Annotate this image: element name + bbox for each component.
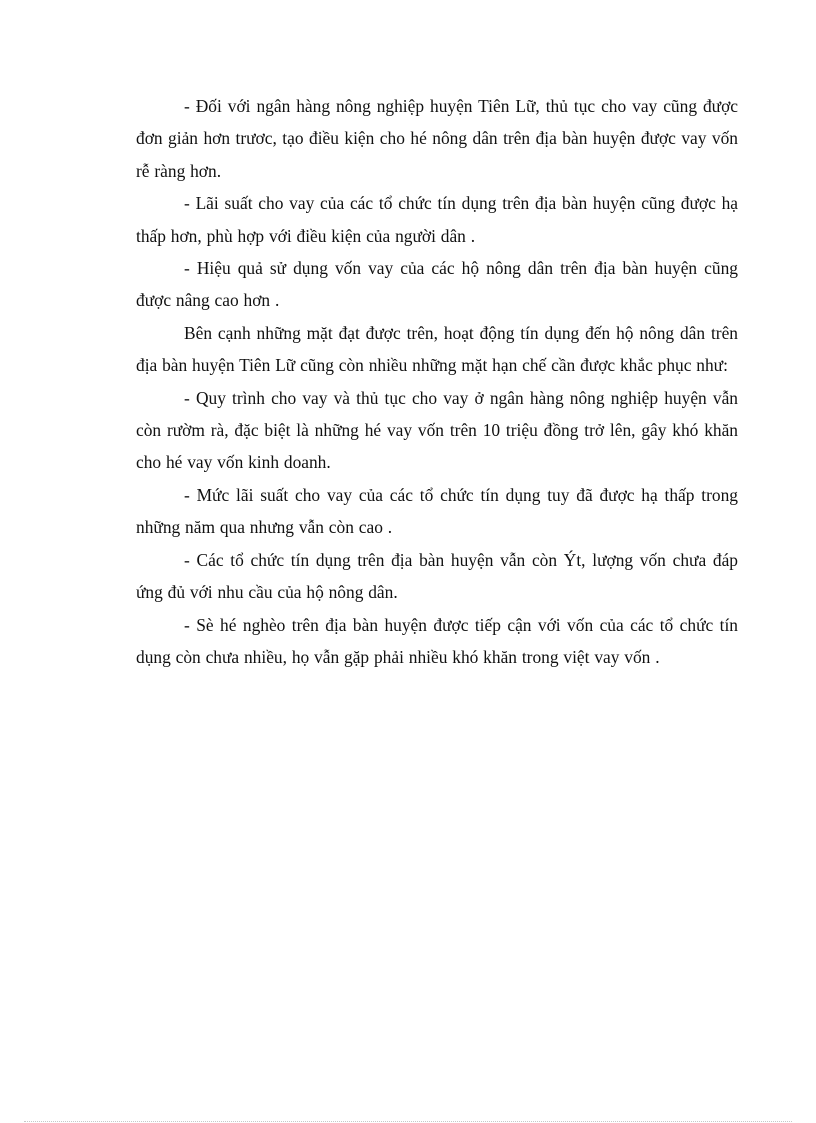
paragraph-3: - Hiệu quả sử dụng vốn vay của các hộ nông dân trên địa bàn huyện cũng được nâng cao hơn . xyxy=(136,258,738,311)
paragraph-4: Bên cạnh những mặt đạt được trên, hoạt động tín dụng đến hộ nông dân trên địa bàn huyện Tiên Lữ cũng còn nhiều những mặt hạn chế cần được khắc phục như: xyxy=(136,322,738,376)
paragraph-6: - Mức lãi suất cho vay của các tổ chức tín dụng tuy đã được hạ thấp trong những năm qua nhưng vẫn còn cao . xyxy=(136,484,738,538)
paragraph-7: - Các tổ chức tín dụng trên địa bàn huyện vẫn còn Ýt, lượng vốn chưa đáp ứng đủ với nhu cầu của hộ nông dân. xyxy=(136,549,738,603)
paragraph-5: - Quy trình cho vay và thủ tục cho vay ở ngân hàng nông nghiệp huyện vẫn còn rườm rà, đặc biệt là những hé vay vốn trên 10 triệu đồng trở lên, gây khó khăn cho hé vay vốn kinh doanh. xyxy=(136,387,738,473)
paragraph-1: - Đối với ngân hàng nông nghiệp huyện Tiên Lữ, thủ tục cho vay cũng được đơn giản hơn trươc, tạo điều kiện cho hé nông dân trên địa bàn huyện được vay vốn rễ ràng hơn. xyxy=(136,96,738,181)
paragraph-8: - Sè hé nghèo trên địa bàn huyện được tiếp cận với vốn của các tổ chức tín dụng còn chưa nhiều, họ vẫn gặp phải nhiều khó khăn trong việt vay vốn . xyxy=(136,614,738,667)
page-bottom-divider xyxy=(24,1121,792,1122)
document-body xyxy=(136,90,738,673)
paragraph-2: - Lãi suất cho vay của các tổ chức tín dụng trên địa bàn huyện cũng được hạ thấp hơn, phù hợp với điều kiện của người dân . xyxy=(136,193,738,246)
